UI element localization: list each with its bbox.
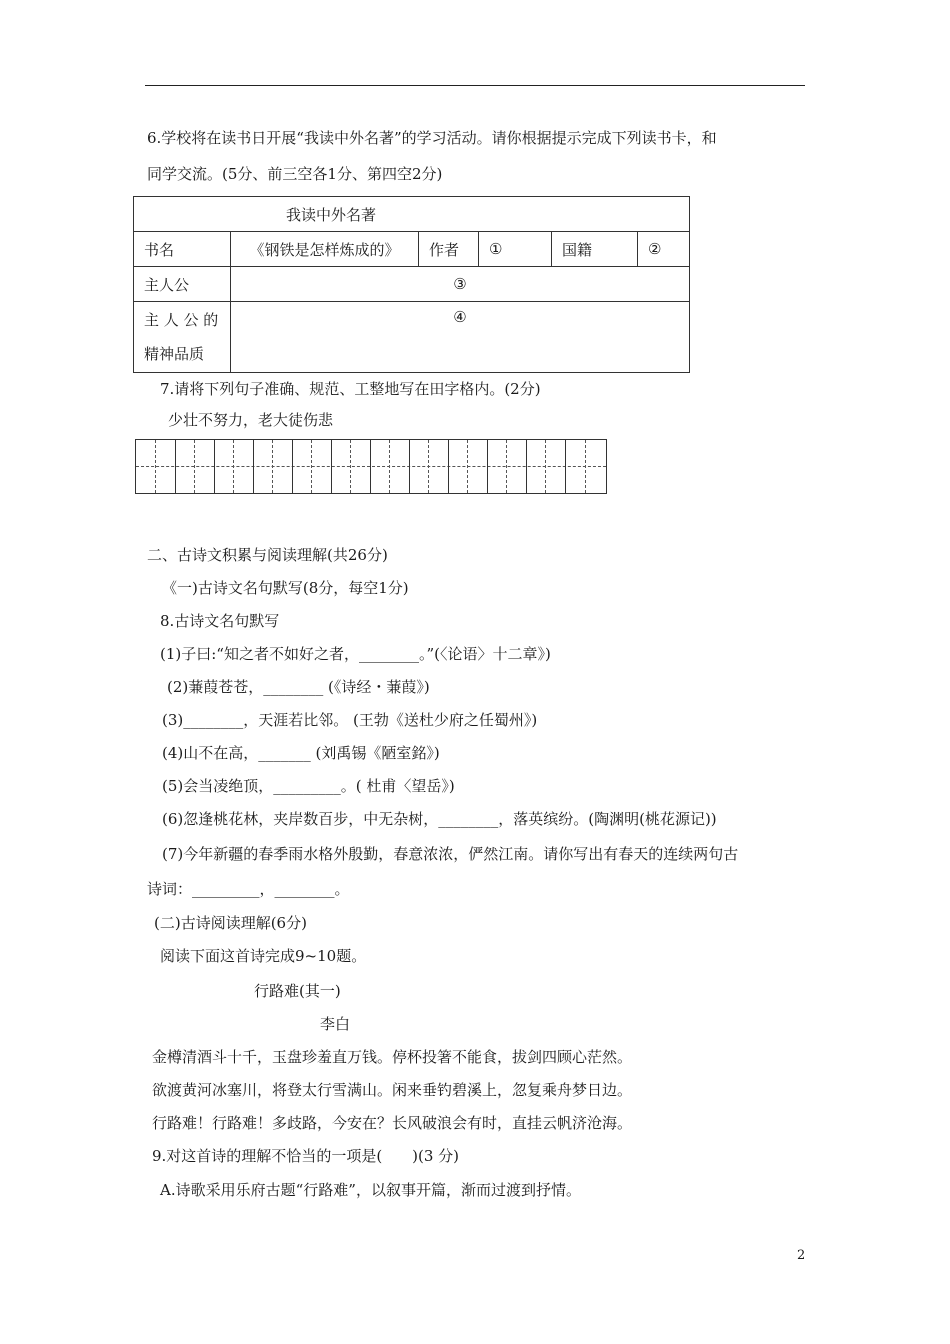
card-title: 我读中外名著 <box>134 197 690 232</box>
q8-item-7-continued: 诗词：_________，________。 <box>147 880 350 898</box>
poem-line-3: 行路难！行路难！多歧路，今安在？长风破浪会有时，直挂云帆济沧海。 <box>152 1114 633 1132</box>
spirit-quality-blank[interactable]: ④ <box>231 302 690 373</box>
protagonist-blank[interactable]: ③ <box>231 267 690 302</box>
q8-item-6: (6)忽逢桃花林，夹岸数百步，中无杂树，________，落英缤纷。(陶渊明(桃花源记)) <box>162 810 717 828</box>
poem-line-1: 金樽清酒斗十千，玉盘珍羞直万钱。停杯投箸不能食，拔剑四顾心茫然。 <box>152 1048 633 1066</box>
poem-author: 李白 <box>320 1015 351 1033</box>
nationality-blank[interactable]: ② <box>638 232 690 267</box>
q8-item-2: (2)蒹葭苍苍，________ (《诗经・蒹葭》) <box>167 678 430 696</box>
header-rule <box>145 85 805 86</box>
part1-title: 《一)古诗文名句默写(8分，每空1分) <box>162 579 409 597</box>
poem-title: 行路难(其一) <box>254 982 341 1000</box>
tianzige-writing-grid[interactable] <box>135 439 607 494</box>
q8-item-7: (7)今年新疆的春季雨水格外殷勤，春意浓浓，俨然江南。请你写出有春天的连续两句古 <box>162 845 739 863</box>
spirit-quality-label-line1: 主 人 公 的 <box>144 311 219 329</box>
q8-item-5: (5)会当凌绝顶，_________。( 杜甫〈望岳》) <box>162 777 455 795</box>
book-name-label: 书名 <box>134 232 231 267</box>
spirit-quality-label-line2: 精神品质 <box>144 345 205 363</box>
protagonist-label: 主人公 <box>134 267 231 302</box>
nationality-label: 国籍 <box>552 232 638 267</box>
author-blank[interactable]: ① <box>479 232 552 267</box>
q6-text-line1: 6.学校将在读书日开展“我读中外名著”的学习活动。请你根据提示完成下列读书卡，和 <box>147 129 717 147</box>
author-label: 作者 <box>419 232 479 267</box>
q8-item-3: (3)________，天涯若比邻。 (王勃《送杜少府之任蜀州》) <box>162 711 538 729</box>
q8-item-1: (1)子曰:“知之者不如好之者，________。”(〈论语〉十二章》) <box>160 645 551 663</box>
page-number: 2 <box>797 1248 806 1263</box>
q8-item-4: (4)山不在高，_______ (刘禹锡《陋室銘》) <box>162 744 440 762</box>
q7-sentence: 少壮不努力，老大徒伤悲 <box>168 411 334 429</box>
q9-option-a: A.诗歌采用乐府古题“行路难”，以叙事开篇，渐而过渡到抒情。 <box>160 1181 581 1199</box>
q8-title: 8.古诗文名句默写 <box>160 612 280 630</box>
part2-intro: 阅读下面这首诗完成9~10题。 <box>160 947 367 965</box>
reading-card-table <box>133 196 690 373</box>
section2-title: 二、古诗文积累与阅读理解(共26分) <box>147 546 388 564</box>
q9-question: 9.对这首诗的理解不恰当的一项是( )(3 分) <box>152 1147 460 1165</box>
spirit-quality-label <box>134 302 231 373</box>
q7-instruction: 7.请将下列句子准确、规范、工整地写在田字格内。(2分) <box>160 380 541 398</box>
part2-title: (二)古诗阅读理解(6分) <box>154 914 307 932</box>
q6-text-line2: 同学交流。(5分、前三空各1分、第四空2分) <box>147 165 443 183</box>
book-name-value: 《钢铁是怎样炼成的》 <box>231 232 419 267</box>
poem-line-2: 欲渡黄河冰塞川，将登太行雪满山。闲来垂钓碧溪上，忽复乘舟梦日边。 <box>152 1081 633 1099</box>
